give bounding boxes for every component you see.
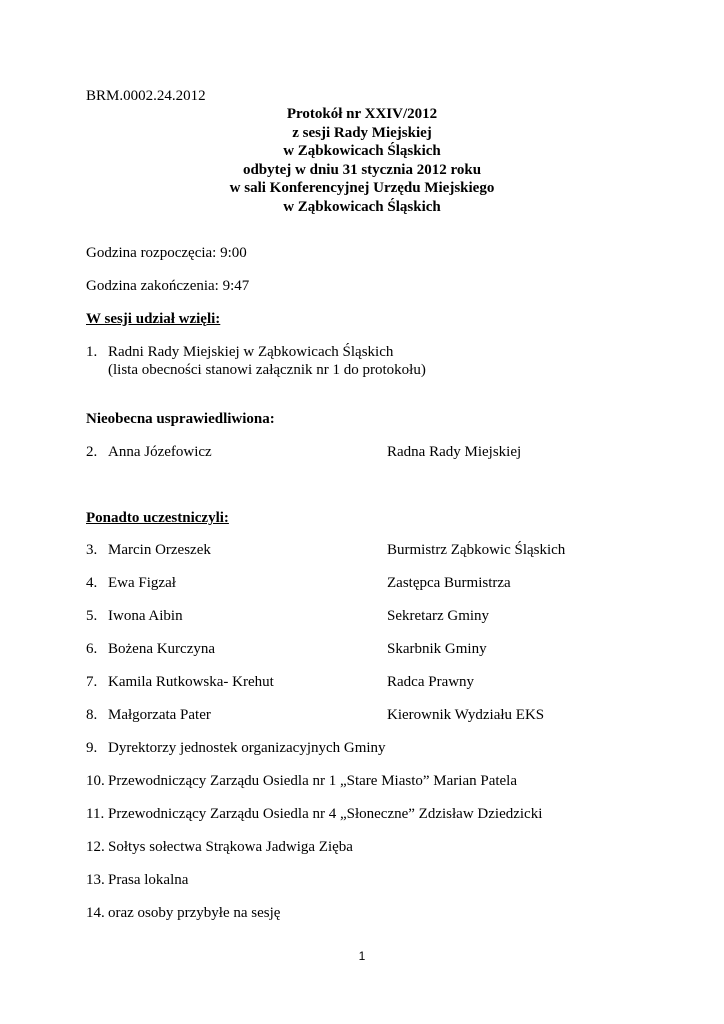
- item-number: 6.: [86, 641, 98, 657]
- person-name: Kamila Rutkowska- Krehut: [108, 674, 274, 690]
- list-item: [0, 607, 724, 625]
- end-time: Godzina zakończenia: 9:47: [86, 278, 250, 294]
- document-reference: BRM.0002.24.2012: [86, 88, 206, 104]
- item-note: (lista obecności stanowi załącznik nr 1 do protokołu): [108, 362, 426, 378]
- item-text: Przewodniczący Zarządu Osiedla nr 1 „Stare Miasto” Marian Patela: [108, 773, 517, 789]
- title-line: Protokół nr XXIV/2012: [286, 106, 438, 122]
- item-number: 14.: [86, 905, 105, 921]
- list-item: [0, 640, 724, 658]
- list-item: [0, 871, 724, 889]
- item-number: 12.: [86, 839, 105, 855]
- person-name: Marcin Orzeszek: [108, 542, 211, 558]
- item-text: Przewodniczący Zarządu Osiedla nr 4 „Słoneczne” Zdzisław Dziedzicki: [108, 806, 543, 822]
- item-text: Radni Rady Miejskiej w Ząbkowicach Śląskich: [108, 344, 394, 360]
- item-number: 9.: [86, 740, 98, 756]
- item-number: 5.: [86, 608, 98, 624]
- list-item: [0, 904, 724, 922]
- list-item: [0, 343, 724, 361]
- list-item: [0, 574, 724, 592]
- list-item: [0, 739, 724, 757]
- title-line: z sesji Rady Miejskiej: [292, 124, 432, 141]
- item-number: 4.: [86, 575, 98, 591]
- list-item: [0, 706, 724, 724]
- start-time: Godzina rozpoczęcia: 9:00: [86, 245, 247, 261]
- title-line: w Ząbkowicach Śląskich: [283, 198, 441, 215]
- person-name: Iwona Aibin: [108, 608, 183, 624]
- list-item-continuation: [0, 361, 724, 379]
- person-role: Radna Rady Miejskiej: [387, 444, 522, 460]
- document-title: [0, 105, 724, 216]
- list-item: [0, 673, 724, 691]
- section-heading-also: Ponadto uczestniczyli:: [86, 510, 229, 526]
- item-number: 8.: [86, 707, 98, 723]
- item-text: oraz osoby przybyłe na sesję: [108, 905, 281, 921]
- list-item: [0, 838, 724, 856]
- person-role: Sekretarz Gminy: [387, 608, 490, 624]
- item-number: 7.: [86, 674, 98, 690]
- person-role: Zastępca Burmistrza: [387, 575, 511, 591]
- person-role: Kierownik Wydziału EKS: [387, 707, 545, 723]
- list-item: [0, 541, 724, 559]
- person-role: Radca Prawny: [387, 674, 475, 690]
- item-number: 13.: [86, 872, 105, 888]
- list-item: [0, 443, 724, 461]
- item-text: Dyrektorzy jednostek organizacyjnych Gminy: [108, 740, 386, 756]
- title-line: odbytej w dniu 31 stycznia 2012 roku: [242, 161, 482, 178]
- person-name: Bożena Kurczyna: [108, 641, 216, 657]
- person-name: Ewa Figzał: [108, 575, 176, 591]
- item-number: 3.: [86, 542, 98, 558]
- person-role: Skarbnik Gminy: [387, 641, 487, 657]
- title-line: w sali Konferencyjnej Urzędu Miejskiego: [229, 180, 495, 196]
- person-name: Małgorzata Pater: [108, 707, 211, 723]
- item-text: Prasa lokalna: [108, 872, 189, 888]
- item-number: 1.: [86, 344, 98, 360]
- title-line: w Ząbkowicach Śląskich: [283, 143, 441, 159]
- item-text: Sołtys sołectwa Strąkowa Jadwiga Zięba: [108, 839, 353, 855]
- list-item: [0, 772, 724, 790]
- list-item: [0, 805, 724, 823]
- section-heading-absent: Nieobecna usprawiedliwiona:: [86, 411, 275, 427]
- page-number: 1: [358, 949, 366, 963]
- item-number: 10.: [86, 773, 105, 789]
- section-heading-participants: W sesji udział wzięli:: [86, 311, 221, 327]
- item-number: 11.: [86, 806, 105, 822]
- person-role: Burmistrz Ząbkowic Śląskich: [387, 542, 566, 558]
- item-number: 2.: [86, 444, 98, 460]
- person-name: Anna Józefowicz: [108, 444, 212, 460]
